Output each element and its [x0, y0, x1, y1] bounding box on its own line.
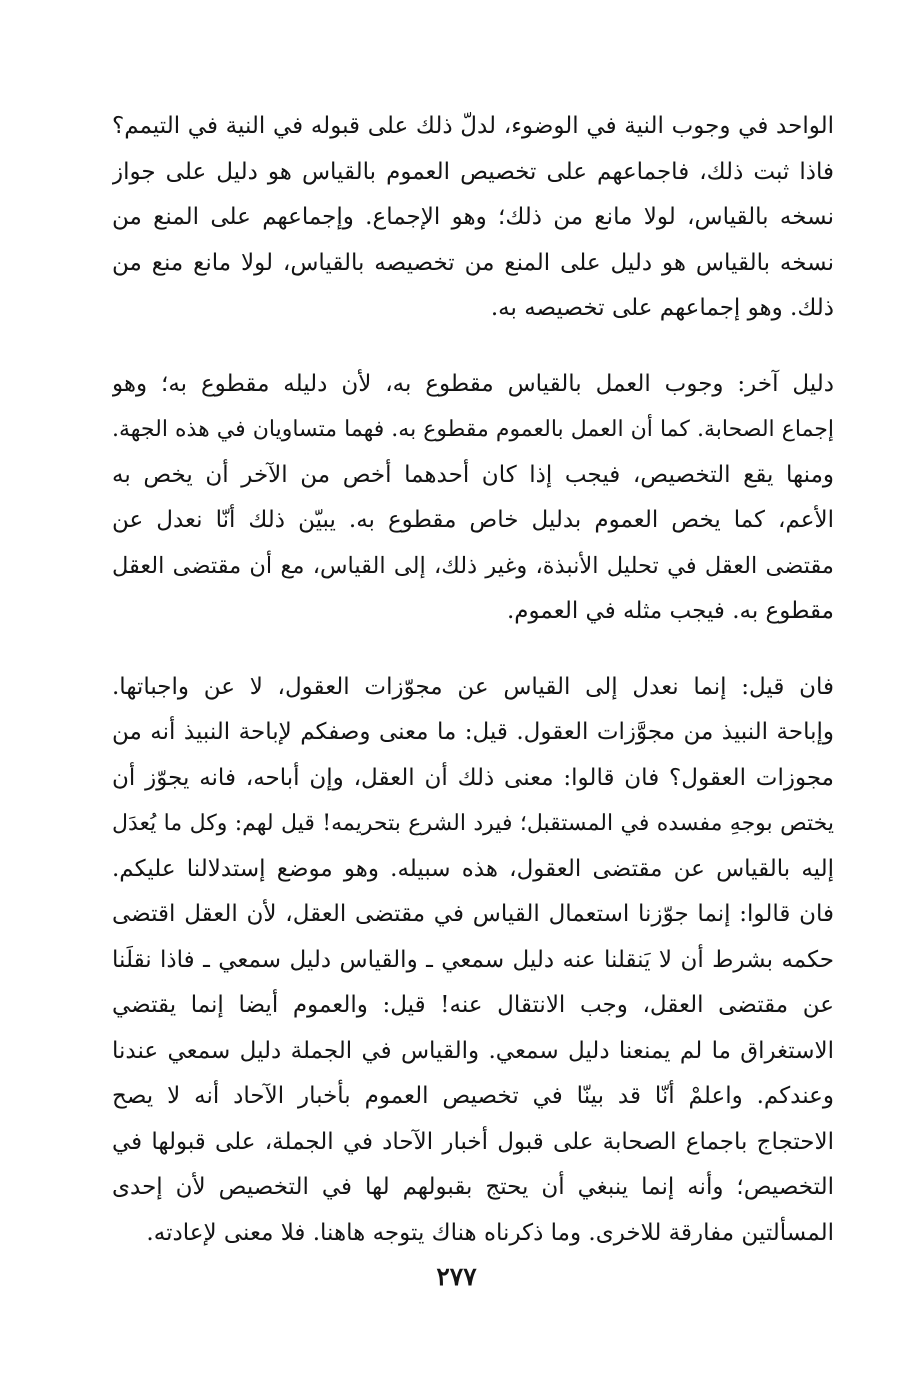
text-line: نسخه بالقياس هو دليل على المنع من تخصيصه بالقياس، لولا مانع منع من — [112, 249, 834, 276]
text-line: نسخه بالقياس، لولا مانع من ذلك؛ وهو الإجماع. وإجماعهم على المنع من — [112, 204, 834, 230]
page-number: ٢٧٧ — [436, 1262, 477, 1291]
paragraph-gap — [112, 332, 834, 362]
text-line: مقتضى العقل في تحليل الأنبذة، وغير ذلك، إلى القياس، مع أن مقتضى العقل — [112, 552, 834, 579]
paragraph-3 — [112, 665, 834, 1257]
text-line: مجوزات العقول؟ فان قالوا: معنى ذلك أن العقل، وإن أباحه، فانه يجوّز أن — [112, 764, 834, 791]
text-line: مقطوع به. فيجب مثله في العموم. — [507, 598, 834, 624]
text-line: الاستغراق ما لم يمنعنا دليل سمعي. والقياس في الجملة دليل سمعي عندنا — [112, 1037, 834, 1064]
text-line: إليه بالقياس عن مقتضى العقول، هذه سبيله. وهو موضع إستدلالنا عليكم. — [112, 855, 834, 882]
body-text — [112, 104, 834, 1256]
text-line: الأعم، كما يخص العموم بدليل خاص مقطوع به. يبيّن ذلك أنّا نعدل عن — [112, 507, 834, 533]
paragraph-2 — [112, 362, 834, 635]
text-line: وعندكم. واعلمْ أنّا قد بينّا في تخصيص العموم بأخبار الآحاد أنه لا يصح — [112, 1083, 834, 1109]
text-line: فان قيل: إنما نعدل إلى القياس عن مجوّزات العقول، لا عن واجباتها. — [112, 673, 834, 700]
text-line: التخصيص؛ وأنه إنما ينبغي أن يحتج بقبولهم لها في التخصيص لأن إحدى — [112, 1174, 834, 1200]
text-line: الواحد في وجوب النية في الوضوء، لدلّ ذلك على قبوله في النية في التيمم؟ — [112, 113, 834, 139]
text-line: وإباحة النبيذ من مجوَّزات العقول. قيل: ما معنى وصفكم لإباحة النبيذ أنه من — [112, 719, 834, 745]
text-line: يختص بوجهِ مفسده في المستقبل؛ فيرد الشرع بتحريمه! قيل لهم: وكل ما يُعدَل — [112, 811, 834, 836]
text-line: عن مقتضى العقل، وجب الانتقال عنه! قيل: والعموم أيضا إنما يقتضي — [112, 992, 834, 1018]
text-line: الاحتجاج باجماع الصحابة على قبول أخبار الآحاد في الجملة، على قبولها في — [112, 1128, 834, 1155]
text-line: فان قالوا: إنما جوّزنا استعمال القياس في مقتضى العقل، لأن العقل اقتضى — [112, 901, 834, 927]
text-line: ومنها يقع التخصيص، فيجب إذا كان أحدهما أخص من الآخر أن يخص به — [112, 461, 834, 488]
text-line: المسألتين مفارقة للاخرى. وما ذكرناه هناك يتوجه هاهنا. فلا معنى لإعادته. — [146, 1219, 834, 1246]
text-line: ذلك. وهو إجماعهم على تخصيصه به. — [490, 295, 834, 321]
paragraph-gap — [112, 635, 834, 665]
text-line: دليل آخر: وجوب العمل بالقياس مقطوع به، لأن دليله مقطوع به؛ وهو — [112, 370, 834, 397]
text-line: إجماع الصحابة. كما أن العمل بالعموم مقطوع به. فهما متساويان في هذه الجهة. — [112, 417, 834, 442]
paragraph-1 — [112, 104, 834, 332]
text-line: فاذا ثبت ذلك، فاجماعهم على تخصيص العموم بالقياس هو دليل على جواز — [112, 158, 834, 185]
text-line: حكمه بشرط أن لا يَنقلنا عنه دليل سمعي ـ والقياس دليل سمعي ـ فاذا نقلَنا — [112, 946, 834, 973]
